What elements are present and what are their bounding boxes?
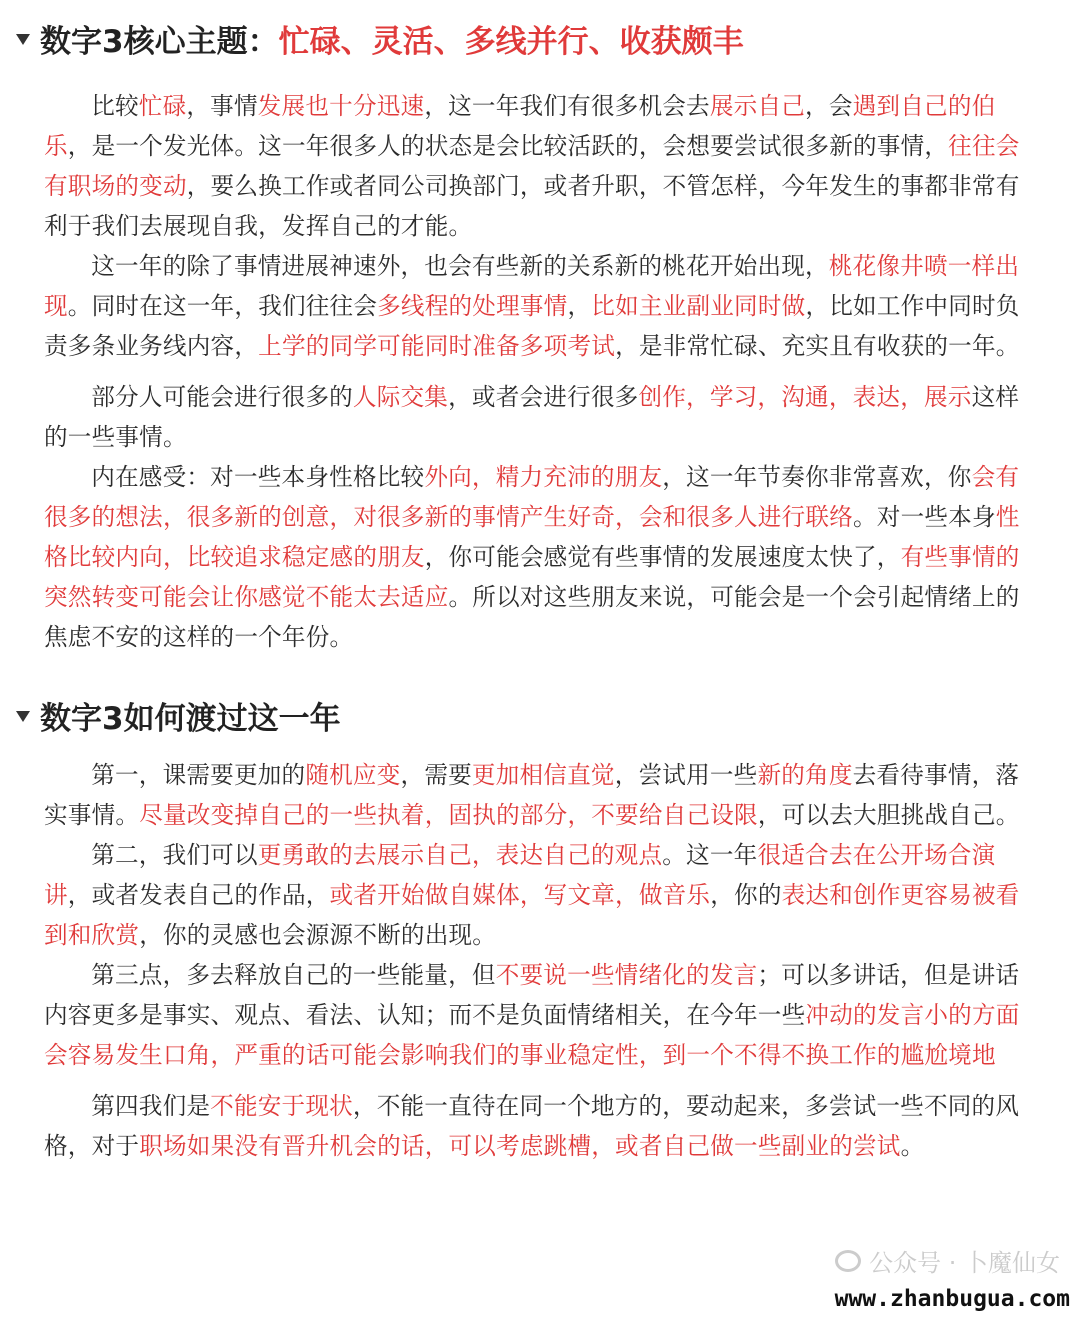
highlight-text: 遇到自己的伯乐 <box>44 92 996 160</box>
body-text: 。对一些本身 <box>852 503 996 531</box>
body-text: 数字3如何渡过这一年 <box>40 700 341 737</box>
body-text: 。所以对这些朋友来说，可能会是一个会引起情绪上的焦虑不安的这样的一个年份。 <box>44 583 1020 651</box>
paragraph <box>44 835 1028 955</box>
body-text: ，不能一直待在同一个地方的，要动起来，多尝试一些不同的风格，对于 <box>44 1092 1020 1160</box>
highlight-text: 忙碌 <box>138 92 187 120</box>
paragraph <box>44 246 1028 366</box>
body-text: 第一，课需要更加的 <box>91 761 306 789</box>
highlight-text: 表达和创作更容易被看到和欣赏 <box>44 881 1020 949</box>
body-text: 。这一年 <box>662 841 758 869</box>
body-text: ，是非常忙碌、充实且有收获的一年。 <box>615 332 1020 360</box>
highlight-text: 忙碌、灵活、多线并行、收获颇丰 <box>278 23 744 60</box>
body-text: ，或者会进行很多 <box>448 383 639 411</box>
body-text: 数字3核心主题： <box>40 23 279 60</box>
collapse-triangle-icon[interactable] <box>16 711 30 722</box>
paragraph <box>44 457 1028 657</box>
body-text: ；可以多讲话，但是讲话内容更多是事实、观点、看法、认知；而不是负面情绪相关，在今年一些 <box>44 961 1020 1029</box>
paragraph-list <box>44 86 1028 657</box>
body-text: ，会 <box>805 92 853 120</box>
body-text: ，比如工作中同时负责多条业务线内容， <box>44 292 1020 360</box>
highlight-text: 随机应变 <box>305 761 401 789</box>
body-text: ，这一年我们有很多机会去 <box>424 92 710 120</box>
section-how-to <box>40 689 1028 1166</box>
highlight-text: 冲动的发言小的方面会容易发生口角，严重的话可能会影响我们的事业稳定性，到一个不得不换工作的尴尬境地 <box>44 1001 1020 1069</box>
body-text: ，事情 <box>186 92 258 120</box>
highlight-text: 更勇敢的去展示自己，表达自己的观点 <box>257 841 663 869</box>
body-text: 比较 <box>91 92 139 120</box>
body-text: ， <box>567 292 592 320</box>
paragraph <box>44 755 1028 835</box>
highlight-text: 多线程的处理事情 <box>377 292 568 320</box>
body-text: 部分人可能会进行很多的 <box>91 383 353 411</box>
watermark-text: 公众号 · 卜魔仙女 <box>869 1249 1060 1277</box>
section-core-theme <box>40 12 1028 657</box>
collapse-triangle-icon[interactable] <box>16 34 30 45</box>
body-text: ，要么换工作或者同公司换部门，或者升职，不管怎样，今年发生的事都非常有利于我们去展现自我，发挥自己的才能。 <box>44 172 1020 240</box>
heading-text <box>40 693 341 738</box>
body-text: 第二，我们可以 <box>91 841 258 869</box>
heading-text <box>40 16 744 61</box>
highlight-text: 外向，精力充沛的朋友 <box>424 463 663 491</box>
paragraph <box>44 377 1028 457</box>
body-text: 第四我们是 <box>91 1092 211 1120</box>
body-text: 第三点，多去释放自己的一些能量，但 <box>91 961 496 989</box>
body-text: ，这一年节奏你非常喜欢，你 <box>662 463 972 491</box>
highlight-text: 会有很多的想法，很多新的创意，对很多新的事情产生好奇，会和很多人进行联络 <box>44 463 1020 531</box>
wechat-icon <box>835 1250 861 1272</box>
highlight-text: 或者开始做自媒体，写文章，做音乐 <box>329 881 711 909</box>
highlight-text: 很适合去在公开场合演讲 <box>44 841 996 909</box>
body-text: ，可以去大胆挑战自己。 <box>757 801 1020 829</box>
body-text: ，你可能会感觉有些事情的发展速度太快了， <box>424 543 901 571</box>
paragraph-list <box>44 755 1028 1166</box>
highlight-text: 展示自己 <box>709 92 806 120</box>
highlight-text: 往往会有职场的变动 <box>44 132 1020 200</box>
highlight-text: 尽量改变掉自己的一些执着，固执的部分，不要给自己设限 <box>139 801 758 829</box>
body-text: 内在感受：对一些本身性格比较 <box>91 463 425 491</box>
site-url: www.zhanbugua.com <box>831 1286 1074 1312</box>
highlight-text: 上学的同学可能同时准备多项考试 <box>258 332 616 360</box>
paragraph <box>44 86 1028 246</box>
highlight-text: 比如主业副业同时做 <box>591 292 806 320</box>
section-heading[interactable] <box>16 689 1028 741</box>
body-text: 。 <box>900 1132 925 1160</box>
highlight-text: 新的角度 <box>757 761 853 789</box>
body-text: ，是一个发光体。这一年很多人的状态是会比较活跃的，会想要尝试很多新的事情， <box>67 132 949 160</box>
highlight-text: 不要说一些情绪化的发言 <box>495 961 758 989</box>
body-text: ，尝试用一些 <box>614 761 758 789</box>
highlight-text: 桃花像井喷一样出现 <box>44 252 1020 320</box>
body-text: 。同时在这一年，我们往往会 <box>67 292 378 320</box>
body-text: 这样的一些事情。 <box>44 383 1020 451</box>
paragraph <box>44 955 1028 1075</box>
watermark <box>835 1243 1060 1278</box>
body-text: ，你的 <box>710 881 782 909</box>
body-text: ，或者发表自己的作品， <box>67 881 330 909</box>
body-text: ，你的灵感也会源源不断的出现。 <box>139 921 497 949</box>
section-heading[interactable] <box>16 12 1028 64</box>
highlight-text: 有些事情的突然转变可能会让你感觉不能太去适应 <box>44 543 1020 611</box>
paragraph <box>44 1086 1028 1166</box>
highlight-text: 创作，学习，沟通，表达，展示 <box>638 383 972 411</box>
body-text: 这一年的除了事情进展神速外，也会有些新的关系新的桃花开始出现， <box>91 252 829 280</box>
body-text: ，需要 <box>400 761 472 789</box>
highlight-text: 发展也十分迅速 <box>257 92 425 120</box>
body-text: 去看待事情，落实事情。 <box>44 761 1020 829</box>
highlight-text: 职场如果没有晋升机会的话，可以考虑跳槽，或者自己做一些副业的尝试 <box>139 1132 901 1160</box>
highlight-text: 人际交集 <box>352 383 449 411</box>
highlight-text: 性格比较内向，比较追求稳定感的朋友 <box>44 503 1020 571</box>
highlight-text: 更加相信直觉 <box>471 761 615 789</box>
highlight-text: 不能安于现状 <box>210 1092 353 1120</box>
